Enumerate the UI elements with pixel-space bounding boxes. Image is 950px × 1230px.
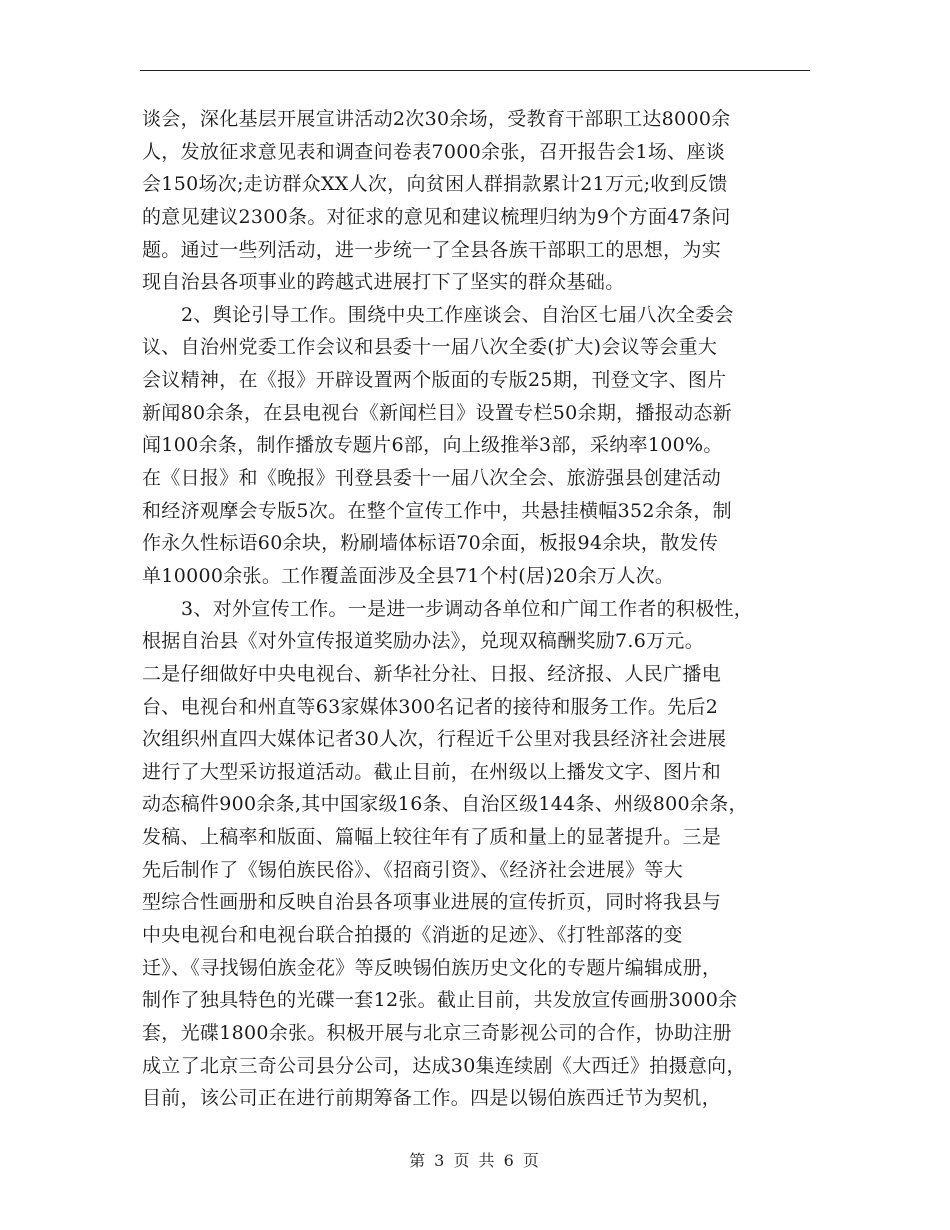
text-line: 台、电视台和州直等63家媒体300名记者的接待和服务工作。先后2 — [142, 695, 719, 718]
page-number-footer: 第 3 页 共 6 页 — [409, 1151, 541, 1170]
text-line: 型综合性画册和反映自治县各项事业进展的宣传折页，同时将我县与 — [142, 891, 722, 914]
text-line: 先后制作了《锡伯族民俗》、《招商引资》、《经济社会进展》等大 — [142, 858, 684, 881]
text-line: 发稿、上稿率和版面、篇幅上较往年有了质和量上的显著提升。三是 — [142, 826, 722, 849]
text-line: 次组织州直四大媒体记者30人次，行程近千公里对我县经济社会进展 — [142, 728, 727, 751]
text-line: 二是仔细做好中央电视台、新华社分社、日报、经济报、人民广播电 — [142, 662, 722, 685]
text-line: 套，光碟1800余张。积极开展与北京三奇影视公司的合作，协助注册 — [142, 1021, 732, 1044]
text-line: 的意见建议2300条。对征求的意见和建议梳理归纳为9个方面47条问 — [142, 205, 731, 228]
text-line: 人，发放征求意见表和调查问卷表7000余张，召开报告会1场、座谈 — [142, 140, 726, 163]
text-line: 目前，该公司正在进行前期筹备工作。四是以锡伯族西迁节为契机， — [142, 1087, 722, 1110]
text-line: 动态稿件900余条,其中国家级16条、自治区级144条、州级800余条， — [142, 793, 748, 816]
text-line: 会150场次;走访群众XX人次，向贫困人群捐款累计21万元;收到反馈 — [142, 173, 728, 196]
text-line: 谈会，深化基层开展宣讲活动2次30余场，受教育干部职工达8000余 — [142, 108, 731, 130]
text-line: 议、自治州党委工作会议和县委十一届八次全委(扩大)会议等会重大 — [142, 336, 718, 359]
text-line: 迁》、《寻找锡伯族金花》等反映锡伯族历史文化的专题片编辑成册， — [142, 956, 722, 979]
text-line: 新闻80余条，在县电视台《新闻栏目》设置专栏50余期，播报动态新 — [142, 401, 732, 424]
text-line: 根据自治县《对外宣传报道奖励办法》，兑现双稿酬奖励7.6万元。 — [142, 630, 705, 653]
text-line: 现自治县各项事业的跨越式进展打下了坚实的群众基础。 — [142, 271, 625, 294]
text-line: 作永久性标语60余块，粉刷墙体标语70余面，板报94余块，散发传 — [142, 532, 719, 555]
text-line: 题。通过一些列活动，进一步统一了全县各族干部职工的思想，为实 — [142, 238, 722, 261]
text-line: 中央电视台和电视台联合拍摄的《消逝的足迹》、《打牲部落的变 — [142, 924, 683, 947]
text-line: 进行了大型采访报道活动。截止目前，在州级以上播发文字、图片和 — [142, 760, 722, 783]
text-line: 和经济观摩会专版5次。在整个宣传工作中，共悬挂横幅352余条，制 — [142, 499, 732, 522]
text-line: 在《日报》和《晚报》刊登县委十一届八次全会、旅游强县创建活动 — [142, 467, 722, 490]
text-line: 成立了北京三奇公司县分公司，达成30集连续剧《大西迁》拍摄意向， — [142, 1054, 746, 1077]
text-line: 会议精神，在《报》开辟设置两个版面的专版25期，刊登文字、图片 — [142, 369, 727, 392]
text-line: 制作了独具特色的光碟一套12张。截止目前，共发放宣传画册3000余 — [142, 989, 738, 1012]
section-heading-line: 3、对外宣传工作。一是进一步调动各单位和广闻工作者的积极性， — [181, 597, 754, 620]
section-heading-line: 2、舆论引导工作。围绕中央工作座谈会、自治区七届八次全委会 — [181, 303, 734, 326]
text-line: 闻100余条，制作播放专题片6部，向上级推举3部，采纳率100%。 — [142, 434, 723, 457]
header-rule — [140, 70, 810, 71]
text-line: 单10000余张。工作覆盖面涉及全县71个村(居)20余万人次。 — [142, 564, 675, 587]
document-body — [142, 103, 810, 1115]
